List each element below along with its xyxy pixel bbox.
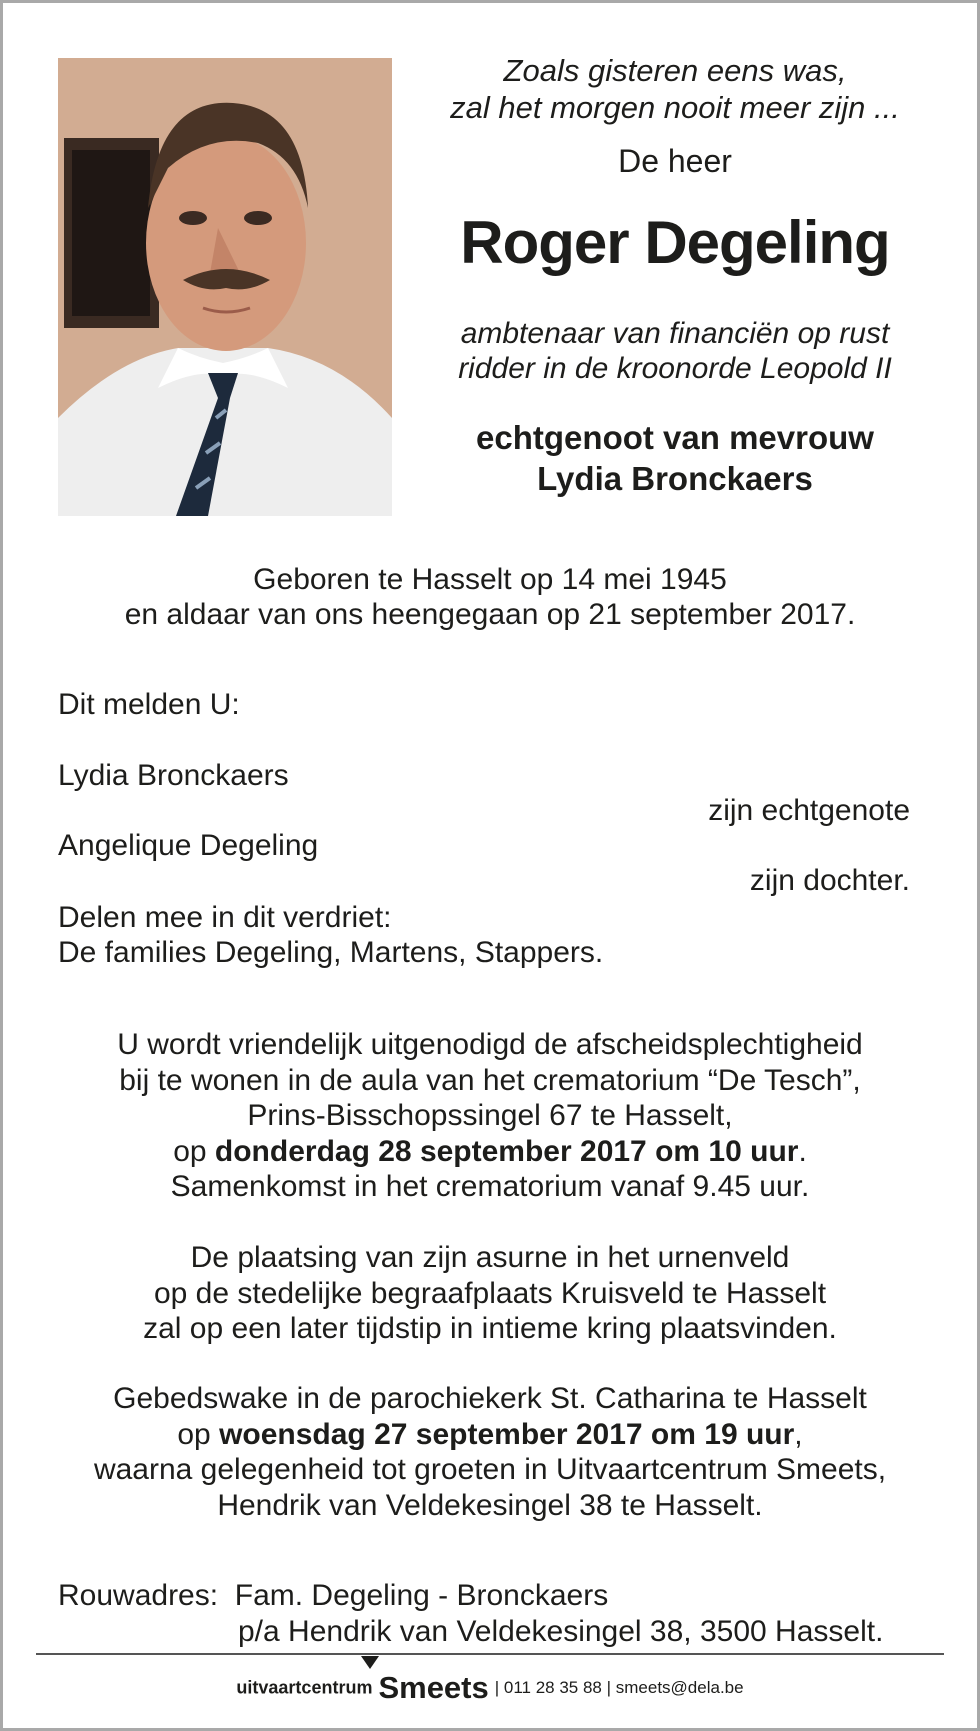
family-member-name: Lydia Bronckaers xyxy=(58,759,289,792)
birth-death-info xyxy=(40,562,940,632)
deceased-name: Roger Degeling xyxy=(460,209,890,276)
motto-line: Zoals gisteren eens was, xyxy=(503,53,847,88)
title-line: ambtenaar van financiën op rust xyxy=(460,317,890,350)
ceremony-line: bij te wonen in de aula van het crematorium “De Tesch”, xyxy=(119,1063,861,1097)
funeral-home-footer xyxy=(0,1670,980,1706)
footer-divider xyxy=(36,1653,944,1655)
ceremony-date-prefix: op xyxy=(173,1134,215,1168)
ceremony-date-suffix: . xyxy=(798,1134,807,1168)
motto-line: zal het morgen nooit meer zijn ... xyxy=(450,90,900,125)
death-line: en aldaar van ons heengegaan op 21 september 2017. xyxy=(124,598,856,631)
urn-line: De plaatsing van zijn asurne in het urnenveld xyxy=(190,1241,790,1274)
wake-line: Hendrik van Veldekesingel 38 te Hasselt. xyxy=(217,1488,763,1522)
wake-date: woensdag 27 september 2017 om 19 uur xyxy=(219,1417,795,1451)
family-member-relation: zijn echtgenote xyxy=(708,794,910,827)
ceremony-invitation xyxy=(30,1027,950,1205)
ceremony-date-line xyxy=(30,1134,950,1170)
ceremony-line: Samenkomst in het crematorium vanaf 9.45 uur. xyxy=(170,1170,810,1203)
wake-date-suffix: , xyxy=(794,1417,803,1451)
family-member-name: Angelique Degeling xyxy=(58,829,319,862)
wake-line: Gebedswake in de parochiekerk St. Catharina te Hasselt xyxy=(113,1382,867,1415)
ceremony-line: U wordt vriendelijk uitgenodigd de afscheidsplechtigheid xyxy=(117,1028,863,1061)
address-recipient: Fam. Degeling - Bronckaers xyxy=(234,1579,609,1612)
salutation: De heer xyxy=(618,143,732,179)
urn-line: op de stedelijke begraafplaats Kruisveld te Hasselt xyxy=(153,1276,827,1310)
motto xyxy=(420,52,930,126)
honorific-titles xyxy=(420,316,930,386)
footer-contact: | 011 28 35 88 | smeets@dela.be xyxy=(494,1678,744,1697)
address-label: Rouwadres: xyxy=(58,1579,219,1612)
wake-line: waarna gelegenheid tot groeten in Uitvaartcentrum Smeets, xyxy=(93,1453,887,1486)
title-line: ridder in de kroonorde Leopold II xyxy=(458,352,892,385)
prayer-vigil xyxy=(30,1381,950,1523)
wake-date-line xyxy=(30,1417,950,1453)
portrait-photo xyxy=(58,58,392,516)
ceremony-line: Prins-Bisschopssingel 67 te Hasselt, xyxy=(247,1099,733,1132)
announcement-intro: Dit melden U: xyxy=(58,688,240,721)
urn-placement xyxy=(30,1240,950,1347)
triangle-pointer-icon xyxy=(361,1656,379,1669)
header-block xyxy=(420,52,930,499)
ceremony-date: donderdag 28 september 2017 om 10 uur xyxy=(214,1134,799,1168)
urn-line: zal op een later tijdstip in intieme kring plaatsvinden. xyxy=(143,1312,837,1345)
share-grief-line: Delen mee in dit verdriet: xyxy=(58,901,392,934)
spouse-line: echtgenoot van mevrouw xyxy=(476,419,874,456)
wake-date-prefix: op xyxy=(177,1417,220,1451)
address-line xyxy=(58,1578,883,1614)
spouse-name: Lydia Bronckaers xyxy=(537,460,813,497)
families-line: De families Degeling, Martens, Stappers. xyxy=(58,936,604,969)
spouse-info xyxy=(420,417,930,499)
family-member-relation: zijn dochter. xyxy=(749,864,910,897)
birth-line: Geboren te Hasselt op 14 mei 1945 xyxy=(253,563,727,596)
address-street: p/a Hendrik van Veldekesingel 38, 3500 Hasselt. xyxy=(238,1615,884,1648)
footer-org-prefix: uitvaartcentrum xyxy=(236,1677,373,1698)
mourning-address xyxy=(58,1578,883,1650)
footer-org-name: Smeets xyxy=(378,1670,489,1705)
